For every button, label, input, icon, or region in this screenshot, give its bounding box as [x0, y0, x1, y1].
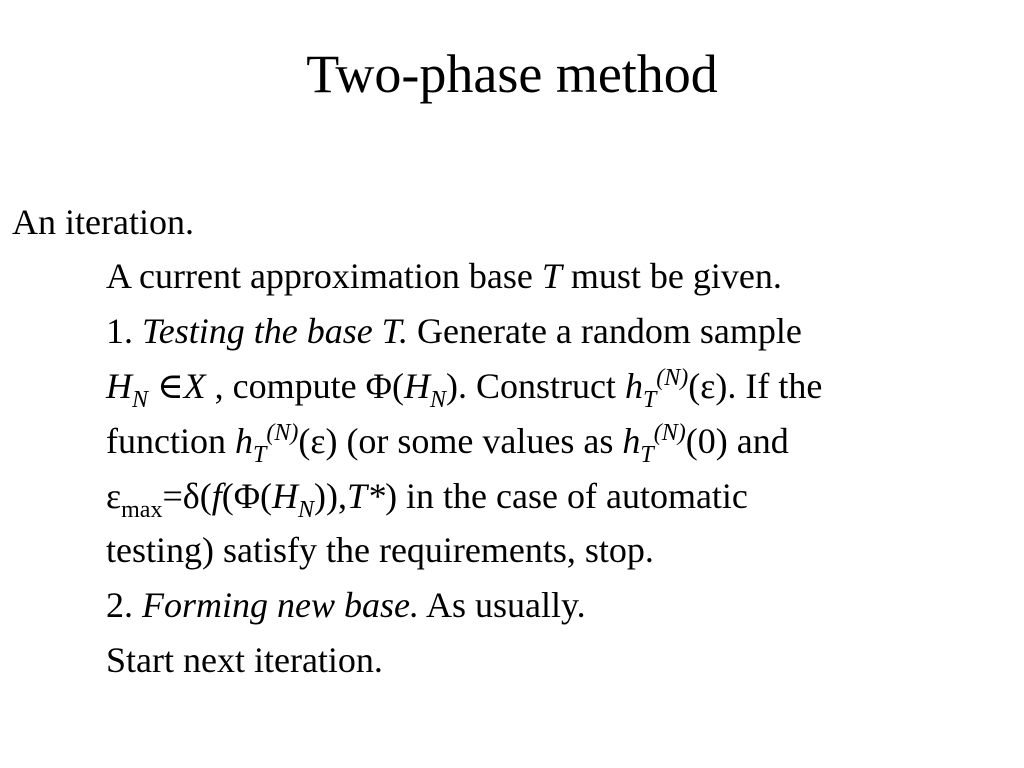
- text-run: ) in the case of automatic: [385, 476, 748, 516]
- body-line-3: [106, 364, 823, 413]
- math-subscript: T: [252, 442, 267, 468]
- math-subscript: T: [642, 387, 657, 413]
- text-run: (0) and: [685, 421, 789, 461]
- math-symbol: T: [541, 256, 562, 296]
- body-line-5: [106, 474, 748, 523]
- math-symbol: h: [622, 421, 641, 461]
- math-superscript: (N): [653, 420, 686, 446]
- text-run: must be given.: [561, 256, 782, 296]
- text-run: Generate a random sample: [408, 311, 802, 351]
- step-1-line: [106, 309, 802, 353]
- intro-line: An iteration.: [12, 202, 194, 242]
- text-run: As usually.: [418, 585, 586, 625]
- step-2-line: [106, 583, 586, 627]
- math-superscript: (N): [266, 420, 299, 446]
- math-operator: ∈: [148, 366, 184, 406]
- body-line-6: testing) satisfy the requirements, stop.: [106, 530, 654, 570]
- math-symbol: ε: [106, 476, 122, 516]
- math-subscript: N: [429, 387, 446, 413]
- math-symbol: H: [106, 366, 132, 406]
- step-heading: Testing the base T.: [142, 311, 409, 351]
- text-run: =δ(: [162, 476, 212, 516]
- text-run: )),: [314, 476, 348, 516]
- math-symbol: H: [403, 366, 430, 406]
- body-line-4: [106, 419, 789, 468]
- slide-title: Two-phase method: [306, 44, 718, 104]
- math-subscript: T: [640, 442, 654, 468]
- text-run: ). Construct: [445, 366, 625, 406]
- step-number: 2.: [106, 585, 142, 625]
- math-symbol: h: [624, 366, 643, 406]
- text-run: A current approximation base: [106, 256, 542, 296]
- step-number: 1.: [106, 311, 142, 351]
- math-symbol: X: [183, 366, 206, 406]
- math-symbol: T*: [347, 476, 386, 516]
- text-run: (ε). If the: [688, 366, 823, 406]
- step-heading: Forming new base.: [142, 585, 419, 625]
- math-symbol: f: [211, 476, 222, 516]
- text-run: , compute Φ(: [205, 366, 404, 406]
- body-line-1: [106, 254, 782, 298]
- math-symbol: H: [272, 476, 299, 516]
- text-run: (Φ(: [221, 476, 273, 516]
- math-superscript: (N): [656, 365, 689, 391]
- math-subscript: max: [121, 497, 163, 523]
- math-subscript: N: [298, 497, 315, 523]
- math-symbol: h: [234, 421, 253, 461]
- text-run: (ε) (or some values as: [298, 421, 623, 461]
- body-line-8: Start next iteration.: [106, 640, 383, 680]
- text-run: function: [106, 421, 235, 461]
- math-subscript: N: [132, 387, 149, 413]
